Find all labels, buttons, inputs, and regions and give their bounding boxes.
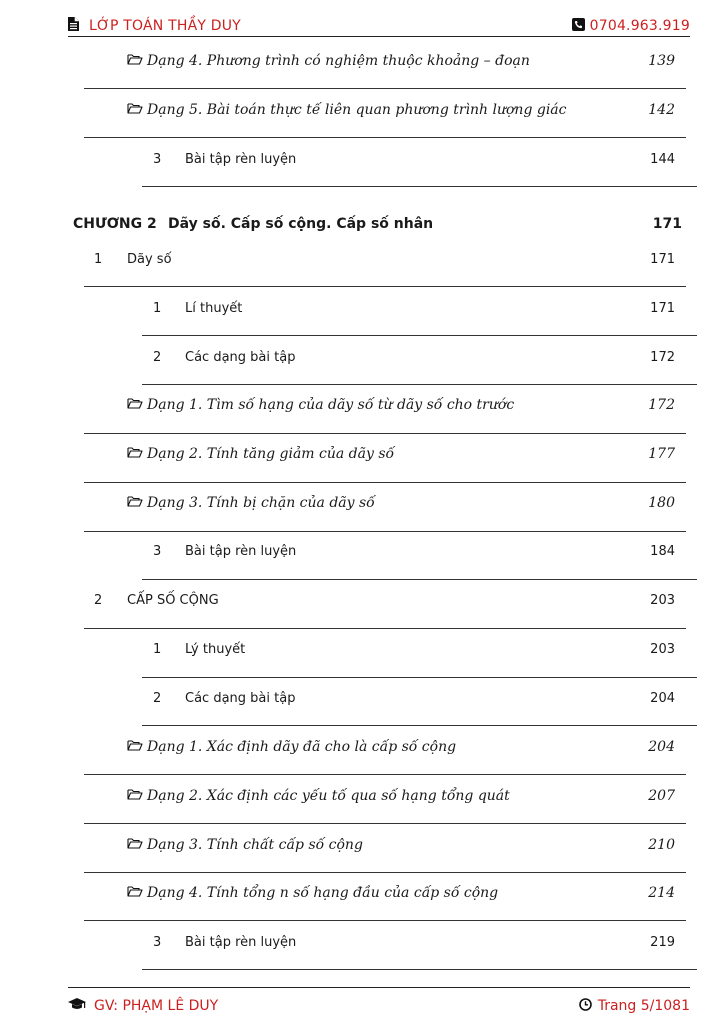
toc-item-title bbox=[127, 397, 514, 413]
toc-item-title bbox=[127, 837, 363, 853]
toc-item-title: Các dạng bài tập bbox=[185, 350, 296, 365]
toc-item-title bbox=[127, 739, 456, 755]
toc-item-page: 203 bbox=[650, 593, 675, 608]
header-title: LỚP TOÁN THẦY DUY bbox=[89, 17, 241, 34]
toc-divider bbox=[142, 335, 697, 336]
toc-item-page: 172 bbox=[648, 397, 675, 413]
toc-item-number: 3 bbox=[153, 152, 162, 167]
toc-item-number: 1 bbox=[94, 252, 103, 267]
toc-item-page: 172 bbox=[650, 350, 675, 365]
header-phone: 0704.963.919 bbox=[589, 17, 690, 34]
toc-subsection-item[interactable] bbox=[153, 642, 675, 662]
toc-item-number: 2 bbox=[94, 593, 103, 608]
footer-right bbox=[579, 996, 690, 1015]
toc-item-page: 171 bbox=[650, 301, 675, 316]
toc-divider bbox=[142, 186, 697, 187]
toc-chapter-item[interactable] bbox=[73, 216, 682, 236]
toc-item-page: 203 bbox=[650, 642, 675, 657]
toc-dang-item[interactable] bbox=[127, 397, 675, 417]
clock-icon bbox=[579, 996, 592, 1015]
toc-item-page: 139 bbox=[648, 53, 675, 69]
toc-item-label: Dạng 2. Xác định các yếu tố qua số hạng tổng quát bbox=[147, 788, 510, 804]
toc-item-label: Dạng 5. Bài toán thực tế liên quan phương trình lượng giác bbox=[147, 102, 567, 118]
toc-divider bbox=[142, 969, 697, 970]
toc-item-number: 3 bbox=[153, 935, 162, 950]
folder-open-icon bbox=[127, 495, 143, 511]
toc-divider bbox=[84, 774, 686, 775]
toc-section-item[interactable] bbox=[94, 593, 675, 613]
toc-divider bbox=[84, 531, 686, 532]
toc-dang-item[interactable] bbox=[127, 739, 675, 759]
toc-item-title: Dãy số bbox=[127, 252, 172, 267]
toc-item-title: Bài tập rèn luyện bbox=[185, 152, 297, 167]
toc-item-title bbox=[127, 788, 510, 804]
toc-divider bbox=[84, 482, 686, 483]
toc-item-number: 2 bbox=[153, 691, 162, 706]
toc-subsection-item[interactable] bbox=[153, 152, 675, 172]
toc-item-label: Dạng 4. Phương trình có nghiệm thuộc khoảng – đoạn bbox=[147, 53, 530, 69]
toc-item-page: 214 bbox=[648, 885, 675, 901]
folder-open-icon bbox=[127, 446, 143, 462]
folder-open-icon bbox=[127, 885, 143, 901]
toc-item-title: Các dạng bài tập bbox=[185, 691, 296, 706]
toc-item-title: Bài tập rèn luyện bbox=[185, 935, 297, 950]
toc-item-title bbox=[127, 102, 567, 118]
toc-subsection-item[interactable] bbox=[153, 935, 675, 955]
toc-item-title bbox=[127, 53, 530, 69]
toc-divider bbox=[84, 823, 686, 824]
folder-open-icon bbox=[127, 739, 143, 755]
header-right bbox=[572, 16, 690, 35]
toc-item-number: 2 bbox=[153, 350, 162, 365]
toc-divider bbox=[84, 628, 686, 629]
folder-open-icon bbox=[127, 397, 143, 413]
toc-item-label: Dạng 3. Tính bị chặn của dãy số bbox=[147, 495, 375, 511]
toc-item-label: Dạng 1. Xác định dãy đã cho là cấp số cộng bbox=[147, 739, 457, 755]
toc-divider bbox=[142, 579, 697, 580]
toc-item-number: 3 bbox=[153, 544, 162, 559]
toc-divider bbox=[84, 286, 686, 287]
toc-divider bbox=[84, 872, 686, 873]
toc-dang-item[interactable] bbox=[127, 446, 675, 466]
page-header bbox=[68, 14, 690, 37]
toc-item-page: 204 bbox=[648, 739, 675, 755]
toc-item-label: Dạng 4. Tính tổng n số hạng đầu của cấp số cộng bbox=[147, 885, 499, 901]
document-icon bbox=[68, 16, 79, 35]
toc-item-label: Dạng 3. Tính chất cấp số cộng bbox=[147, 837, 363, 853]
toc-item-title bbox=[127, 885, 498, 901]
graduation-cap-icon bbox=[68, 996, 86, 1015]
toc-item-page: 142 bbox=[648, 102, 675, 118]
footer-left bbox=[68, 996, 218, 1015]
toc-item-page: 171 bbox=[652, 216, 682, 232]
toc-divider bbox=[142, 725, 697, 726]
toc-dang-item[interactable] bbox=[127, 885, 675, 905]
toc-item-page: 171 bbox=[650, 252, 675, 267]
toc-dang-item[interactable] bbox=[127, 495, 675, 515]
toc-item-page: 180 bbox=[648, 495, 675, 511]
toc-dang-item[interactable] bbox=[127, 788, 675, 808]
toc-item-title: Lí thuyết bbox=[185, 301, 243, 316]
phone-icon bbox=[572, 16, 585, 35]
toc-item-number: 1 bbox=[153, 642, 162, 657]
folder-open-icon bbox=[127, 102, 143, 118]
footer-page: Trang 5/1081 bbox=[597, 997, 690, 1014]
toc-item-label: Dạng 2. Tính tăng giảm của dãy số bbox=[147, 446, 395, 462]
toc-dang-item[interactable] bbox=[127, 53, 675, 73]
toc-dang-item[interactable] bbox=[127, 102, 675, 122]
toc-item-title bbox=[127, 495, 375, 511]
toc-divider bbox=[84, 433, 686, 434]
toc-item-page: 204 bbox=[650, 691, 675, 706]
toc-divider bbox=[142, 677, 697, 678]
toc-subsection-item[interactable] bbox=[153, 350, 675, 370]
toc-item-page: 177 bbox=[648, 446, 675, 462]
folder-open-icon bbox=[127, 837, 143, 853]
toc-item-page: 144 bbox=[650, 152, 675, 167]
folder-open-icon bbox=[127, 788, 143, 804]
toc-item-number: 1 bbox=[153, 301, 162, 316]
toc-item-title bbox=[127, 446, 394, 462]
toc-divider bbox=[84, 920, 686, 921]
folder-open-icon bbox=[127, 53, 143, 69]
toc-item-title: CẤP SỐ CỘNG bbox=[127, 593, 219, 608]
toc-divider bbox=[84, 137, 686, 138]
footer-teacher: GV: PHẠM LÊ DUY bbox=[94, 997, 219, 1014]
header-left bbox=[68, 16, 241, 35]
toc-divider bbox=[142, 384, 697, 385]
toc-subsection-item[interactable] bbox=[153, 544, 675, 564]
toc-subsection-item[interactable] bbox=[153, 691, 675, 711]
toc-item-label: Dạng 1. Tìm số hạng của dãy số từ dãy số cho trước bbox=[147, 397, 515, 413]
page-footer bbox=[68, 987, 690, 1018]
toc-section-item[interactable] bbox=[94, 252, 675, 272]
toc-item-title: Bài tập rèn luyện bbox=[185, 544, 297, 559]
toc-dang-item[interactable] bbox=[127, 837, 675, 857]
toc-item-page: 184 bbox=[650, 544, 675, 559]
toc-item-page: 219 bbox=[650, 935, 675, 950]
toc-divider bbox=[84, 88, 686, 89]
toc-item-number: CHƯƠNG 2 bbox=[73, 216, 157, 232]
toc-item-page: 207 bbox=[648, 788, 675, 804]
toc-item-title: Dãy số. Cấp số cộng. Cấp số nhân bbox=[168, 216, 434, 232]
toc-item-title: Lý thuyết bbox=[185, 642, 246, 657]
toc-item-page: 210 bbox=[648, 837, 675, 853]
toc-subsection-item[interactable] bbox=[153, 301, 675, 321]
